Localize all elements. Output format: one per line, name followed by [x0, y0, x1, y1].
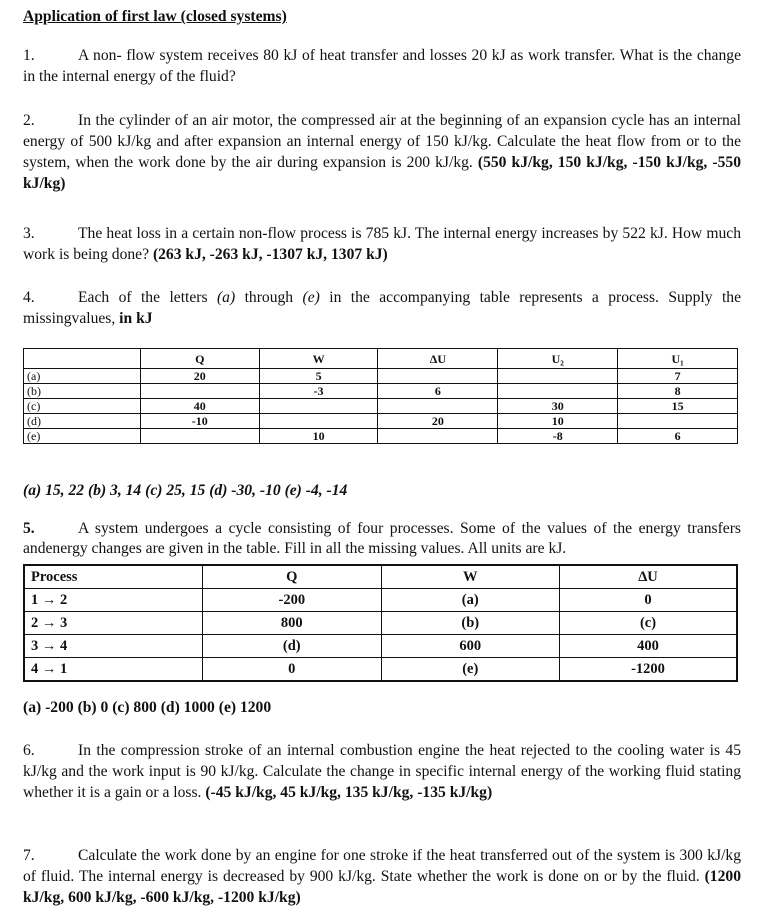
question-text: In the cylinder of an air motor, the compressed air at the beginning of an expansion cycle has an internal energy of 500 kJ/kg and after expansion an internal energy of 150 kJ/kg. Calculate the heat flow from or to the system, when the work done by the air during expansion is 200 kJ/kg.	[23, 112, 741, 171]
table-header: W	[259, 349, 378, 369]
table-cell: 1 → 2	[24, 589, 203, 612]
table-row	[24, 414, 738, 429]
question-2	[23, 110, 741, 194]
question-6	[23, 740, 741, 803]
question-3	[23, 223, 741, 265]
question-number: 4.	[23, 289, 35, 306]
table-cell: 2 → 3	[24, 612, 203, 635]
table-row	[24, 612, 737, 635]
table-cell: 40	[140, 399, 259, 414]
table-cell: 5	[259, 369, 378, 384]
table-cell: 20	[378, 414, 498, 429]
table-header: ΔU	[559, 565, 737, 589]
question-7	[23, 845, 741, 908]
table-cell	[259, 414, 378, 429]
table-row	[24, 384, 738, 399]
page-title: Application of first law (closed systems)	[23, 8, 287, 25]
table-cell: (c)	[24, 399, 141, 414]
table-header: Q	[140, 349, 259, 369]
table-cell: -8	[498, 429, 618, 444]
table-cell	[618, 414, 738, 429]
answer-5: (a) -200 (b) 0 (c) 800 (d) 1000 (e) 1200	[23, 699, 272, 716]
table-cell: -200	[203, 589, 381, 612]
table-cell	[140, 384, 259, 399]
table-header: U₁	[618, 349, 738, 369]
table-header-row	[24, 565, 737, 589]
question-text: A non- flow system receives 80 kJ of heat transfer and losses 20 kJ as work transfer. What is the change in the internal energy of the fluid?	[23, 47, 741, 85]
table-cell: 8	[618, 384, 738, 399]
table-row	[24, 589, 737, 612]
question-number: 7.	[23, 847, 35, 864]
question-text: In the compression stroke of an internal combustion engine the heat rejected to the cooling water is 45 kJ/kg and the work input is 90 kJ/kg. Calculate the change in specific internal energy of the working fluid stating whether it is a gain or a loss.	[23, 742, 741, 801]
table-cell: (d)	[203, 635, 381, 658]
table-header-row	[24, 349, 738, 369]
table-cell: 10	[259, 429, 378, 444]
question-text: A system undergoes a cycle consisting of four processes. Some of the values of the energy transfers andenergy changes are given in the table. Fill in all the missing values. All units are kJ.	[23, 520, 741, 557]
answer-options: (550 kJ/kg, 150 kJ/kg, -150 kJ/kg, -550 kJ/kg)	[23, 154, 741, 192]
table-cell: 3 → 4	[24, 635, 203, 658]
table-header: U₂	[498, 349, 618, 369]
question-number: 6.	[23, 742, 35, 759]
table-cell: -1200	[559, 658, 737, 682]
question-1	[23, 45, 741, 87]
table-cell: 600	[381, 635, 559, 658]
answer-options: (1200 kJ/kg, 600 kJ/kg, -600 kJ/kg, -1200 kJ/kg)	[23, 868, 741, 906]
table-row	[24, 399, 738, 414]
table-cell: 0	[559, 589, 737, 612]
table-cell: 0	[203, 658, 381, 682]
table-cell: 7	[618, 369, 738, 384]
table-cell: 400	[559, 635, 737, 658]
table-header: ΔU	[378, 349, 498, 369]
table-cell	[378, 369, 498, 384]
table-cell: 4 → 1	[24, 658, 203, 682]
answer-options: (263 kJ, -263 kJ, -1307 kJ, 1307 kJ)	[152, 246, 388, 263]
table-cell	[498, 369, 618, 384]
table-cell: 10	[498, 414, 618, 429]
table-cell: (e)	[24, 429, 141, 444]
unit-label: in kJ	[119, 310, 153, 327]
table-cell	[140, 429, 259, 444]
table-header	[24, 349, 141, 369]
table-cell: (b)	[381, 612, 559, 635]
table-cell: 20	[140, 369, 259, 384]
question-text-pre: Each of the letters	[78, 289, 208, 306]
table-header: Process	[24, 565, 203, 589]
question-text-post: in the accompanying table represents a process. Supply the missingvalues,	[23, 289, 741, 327]
answer-options: (-45 kJ/kg, 45 kJ/kg, 135 kJ/kg, -135 kJ/kg)	[205, 784, 493, 801]
table-cell	[259, 399, 378, 414]
table-cell: 6	[378, 384, 498, 399]
table-cell: 800	[203, 612, 381, 635]
table-cell: (a)	[24, 369, 141, 384]
table-header: Q	[203, 565, 381, 589]
table-cell: (b)	[24, 384, 141, 399]
table-cell: (e)	[381, 658, 559, 682]
question-number: 1.	[23, 47, 35, 64]
question-text: The heat loss in a certain non-flow process is 785 kJ. The internal energy increases by 522 kJ. How much work is being done?	[23, 225, 741, 263]
table-cell	[378, 429, 498, 444]
answer-4	[23, 480, 347, 501]
table-cell	[498, 384, 618, 399]
question-5	[23, 519, 741, 559]
question-text-mid: through	[244, 289, 294, 306]
table-cell: 6	[618, 429, 738, 444]
letter-e: (e)	[302, 289, 320, 306]
table-cell: (a)	[381, 589, 559, 612]
table-row	[24, 635, 737, 658]
table-cell	[378, 399, 498, 414]
process-table	[23, 348, 738, 444]
letter-a: (a)	[216, 289, 236, 306]
table-cell: -10	[140, 414, 259, 429]
table-cell: 15	[618, 399, 738, 414]
question-number: 5.	[23, 520, 35, 537]
table-cell: (c)	[559, 612, 737, 635]
answer-text: (a) 15, 22 (b) 3, 14 (c) 25, 15 (d) -30, -10 (e) -4, -14	[23, 482, 348, 499]
table-header: W	[381, 565, 559, 589]
table-row	[24, 658, 737, 682]
question-text: Calculate the work done by an engine for one stroke if the heat transferred out of the system is 300 kJ/kg of fluid. The internal energy is decreased by 900 kJ/kg. State whether the work is done on or by the fluid.	[23, 847, 741, 885]
table-cell: -3	[259, 384, 378, 399]
table-row	[24, 429, 738, 444]
table-cell: 30	[498, 399, 618, 414]
question-4	[23, 287, 741, 329]
question-number: 3.	[23, 225, 35, 242]
question-number: 2.	[23, 112, 35, 129]
table-row	[24, 369, 738, 384]
table-cell: (d)	[24, 414, 141, 429]
cycle-table	[23, 564, 738, 682]
